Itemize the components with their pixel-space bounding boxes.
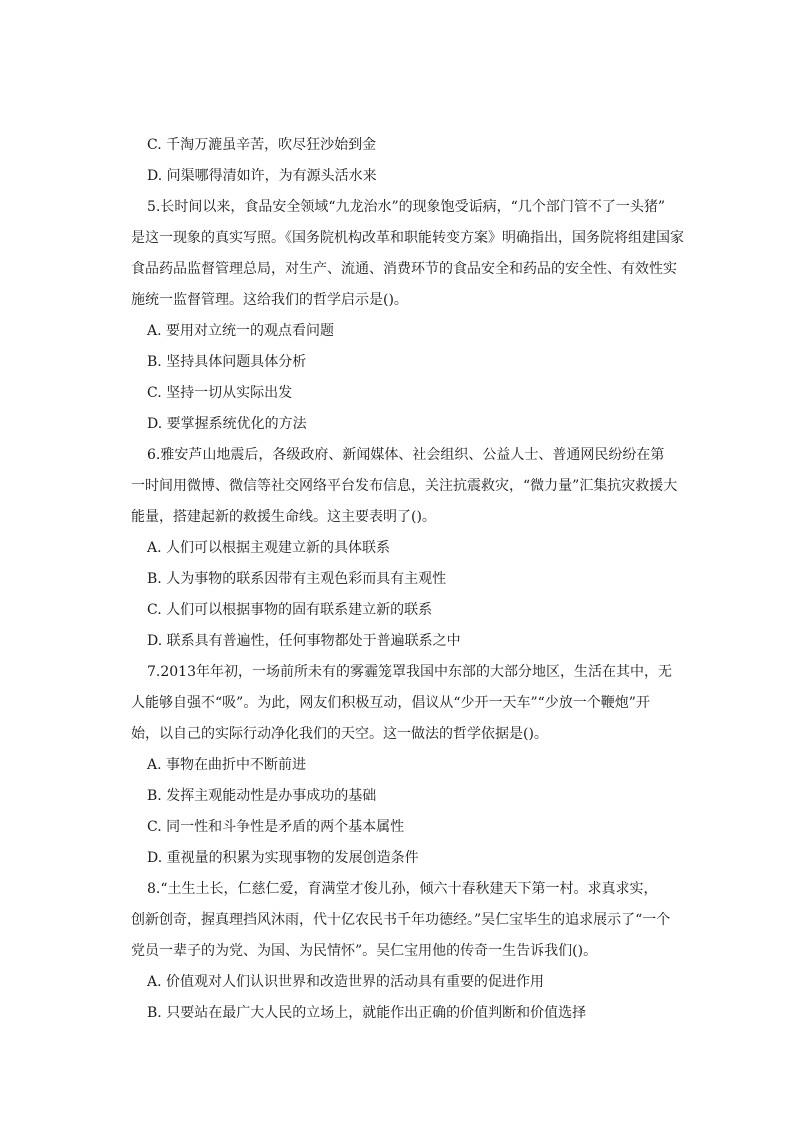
- option-c: C. 千淘万漉虽辛苦，吹尽狂沙始到金: [147, 137, 377, 153]
- question-stem-line: 能量，搭建起新的救援生命线。这主要表明了()。: [131, 509, 436, 525]
- option-c: C. 人们可以根据事物的固有联系建立新的联系: [147, 602, 433, 618]
- option-d: D. 问渠哪得清如许，为有源头活水来: [147, 168, 377, 184]
- option-a: A. 事物在曲折中不断前进: [147, 757, 307, 773]
- question-stem-line: 施统一监督管理。这给我们的哲学启示是()。: [131, 292, 408, 308]
- option-a: A. 要用对立统一的观点看问题: [147, 323, 335, 339]
- option-b: B. 人为事物的联系因带有主观色彩而具有主观性: [147, 571, 447, 587]
- option-a: A. 价值观对人们认识世界和改造世界的活动具有重要的促进作用: [147, 974, 545, 990]
- question-content: [131, 130, 684, 1029]
- option-c: C. 同一性和斗争性是矛盾的两个基本属性: [147, 819, 405, 835]
- question-stem-line: 一时间用微博、微信等社交网络平台发布信息，关注抗震救灾，“微力量”汇集抗灾救援大: [131, 478, 678, 494]
- question-block-q5: [131, 192, 684, 440]
- question-stem-line: 是这一现象的真实写照。《国务院机构改革和职能转变方案》明确指出，国务院将组建国家: [131, 230, 684, 246]
- option-d: D. 联系具有普遍性，任何事物都处于普遍联系之中: [147, 633, 461, 649]
- question-stem-line: 人能够自强不“吸”。为此，网友们积极互动，倡议从“少开一天车”“少放一个鞭炮”开: [131, 695, 650, 711]
- question-stem-line: 7.2013年年初，一场前所未有的雾霾笼罩我国中东部的大部分地区，生活在其中，无: [147, 664, 672, 680]
- question-block-q6: [131, 440, 677, 657]
- question-block-q8: [131, 874, 677, 1029]
- question-block-q4: [131, 130, 677, 192]
- question-block-q7: [131, 657, 677, 874]
- option-d: D. 要掌握系统优化的方法: [147, 416, 307, 432]
- option-b: B. 发挥主观能动性是办事成功的基础: [147, 788, 377, 804]
- option-b: B. 坚持具体问题具体分析: [147, 354, 307, 370]
- question-stem-line: 始，以自己的实际行动净化我们的天空。这一做法的哲学依据是()。: [131, 726, 548, 742]
- question-stem-line: 6.雅安芦山地震后，各级政府、新闻媒体、社会组织、公益人士、普通网民纷纷在第: [147, 447, 665, 463]
- question-stem-line: 5.长时间以来，食品安全领域“九龙治水”的现象饱受诟病，“几个部门管不了一头猪”: [147, 199, 665, 215]
- option-b: B. 只要站在最广大人民的立场上，就能作出正确的价值判断和价值选择: [147, 1005, 587, 1021]
- question-stem-line: 党员一辈子的为党、为国、为民情怀”。吴仁宝用他的传奇一生告诉我们()。: [131, 943, 598, 959]
- option-c: C. 坚持一切从实际出发: [147, 385, 293, 401]
- question-stem-line: 创新创奇，握真理挡风沐雨，代十亿农民书千年功德经。”吴仁宝毕生的追求展示了“一个: [131, 912, 671, 928]
- question-stem-line: 8.“土生土长，仁慈仁爱，育满堂才俊儿孙，倾六十春秋建天下第一村。求真求实，: [147, 881, 658, 897]
- option-a: A. 人们可以根据主观建立新的具体联系: [147, 540, 391, 556]
- option-d: D. 重视量的积累为实现事物的发展创造条件: [147, 850, 419, 866]
- question-stem-line: 食品药品监督管理总局，对生产、流通、消费环节的食品安全和药品的安全性、有效性实: [131, 261, 677, 277]
